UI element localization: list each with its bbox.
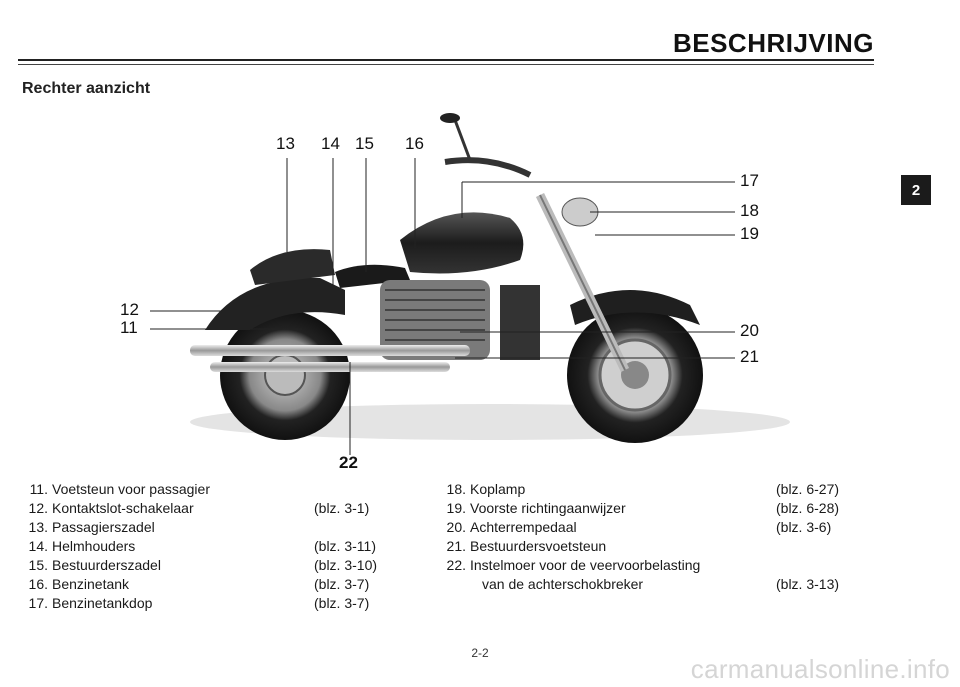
list-item: 14. Helmhouders (blz. 3-11) xyxy=(28,538,376,554)
header-rule xyxy=(18,59,874,61)
list-item: 17. Benzinetankdop (blz. 3-7) xyxy=(28,595,370,611)
list-item: 20. Achterrempedaal (blz. 3-6) xyxy=(446,519,832,535)
list-item: 15. Bestuurderszadel (blz. 3-10) xyxy=(28,557,378,573)
callout-17: 17 xyxy=(740,171,759,190)
header-rule-thin xyxy=(18,64,874,65)
callout-21: 21 xyxy=(740,347,759,366)
page-number: 2-2 xyxy=(471,646,489,660)
list-item: 22. Instelmoer voor de veervoorbelasting van de achterschokbreker (blz. 3-13) xyxy=(446,557,840,592)
watermark: carmanualsonline.info xyxy=(690,654,950,684)
callout-13: 13 xyxy=(276,134,295,153)
list-item: 18. Koplamp (blz. 6-27) xyxy=(446,481,840,497)
parts-list-left xyxy=(22,480,432,613)
list-item: 13. Passagierszadel xyxy=(28,519,155,535)
list-item: 12. Kontaktslot-schakelaar (blz. 3-1) xyxy=(28,500,370,516)
list-item: 11. Voetsteun voor passagier xyxy=(29,481,210,497)
list-item: 19. Voorste richtingaanwijzer (blz. 6-28) xyxy=(446,500,840,516)
parts-list-right xyxy=(440,480,880,594)
callout-15: 15 xyxy=(355,134,374,153)
callout-22: 22 xyxy=(339,453,358,472)
callout-14: 14 xyxy=(321,134,340,153)
callout-12: 12 xyxy=(120,300,139,319)
callout-18: 18 xyxy=(740,201,759,220)
list-item: 16. Benzinetank (blz. 3-7) xyxy=(28,576,370,592)
motorcycle-diagram xyxy=(0,100,960,480)
callout-11: 11 xyxy=(120,318,138,337)
list-item: 21. Bestuurdersvoetsteun xyxy=(446,538,607,554)
chapter-tab: 2 xyxy=(901,175,931,205)
callout-16: 16 xyxy=(405,134,424,153)
callout-20: 20 xyxy=(740,321,759,340)
motorcycle-illustration xyxy=(0,100,960,480)
page-subtitle: Rechter aanzicht xyxy=(22,80,151,97)
section-title: BESCHRIJVING xyxy=(672,28,874,58)
callout-19: 19 xyxy=(740,224,759,243)
